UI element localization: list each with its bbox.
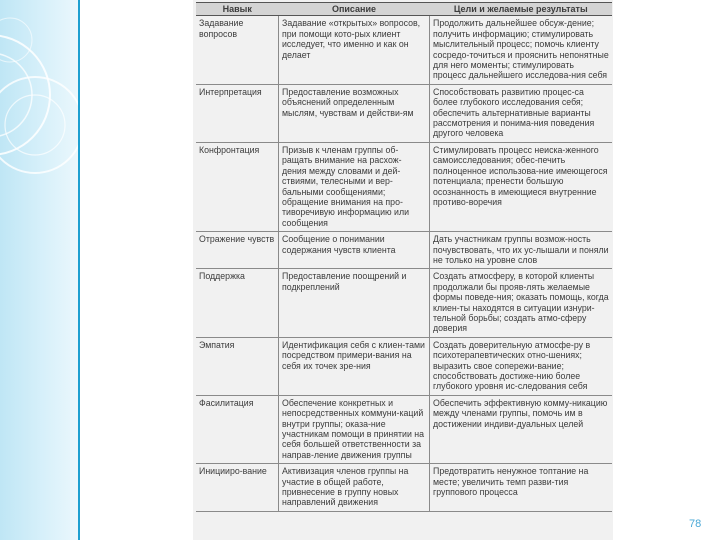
skills-table (196, 2, 612, 512)
description-cell: Предоставление возможных объяснений определенным мыслям, чувствам и действи-ям (279, 84, 430, 142)
skill-cell: Интерпретация (196, 84, 279, 142)
decorative-sidebar (0, 0, 78, 540)
goals-cell: Обеспечить эффективную комму-никацию между членами группы, помочь им в достижении индиви-дуальных целей (430, 395, 613, 463)
skill-cell: Поддержка (196, 269, 279, 337)
page-number: 78 (689, 518, 702, 530)
description-cell: Активизация членов группы на участие в общей работе, привнесение в группу новых направлений движения (279, 464, 430, 512)
description-cell: Обеспечение конкретных и непосредственных коммуни-каций внутри группы; оказа-ние участникам помощи в принятии на себя большей ответственности за направ-ление движения группы (279, 395, 430, 463)
table-header-row (196, 3, 612, 16)
table-row (196, 16, 612, 84)
skill-cell: Фасилитация (196, 395, 279, 463)
table-row (196, 464, 612, 512)
goals-cell: Способствовать развитию процес-са более глубокого исследования себя; обеспечить альтернативные варианты рассмотрения и понима-ния поведения другого человека (430, 84, 613, 142)
skill-cell: Отражение чувств (196, 232, 279, 269)
sidebar-divider-line (78, 0, 80, 540)
goals-cell: Создать доверительную атмосфе-ру в психотерапевтических отно-шениях; выразить свое сопережи-вание; способствовать достиже-нию более глубокого уровня ис-следования себя (430, 337, 613, 395)
goals-cell: Продолжить дальнейшее обсуж-дение; получить информацию; стимулировать мыслительный процесс; помочь клиенту сосредо-точиться и прояснить непонятные для него моменты; стимулировать процесс дальнейшего исследова-ния себя (430, 16, 613, 84)
table-row (196, 395, 612, 463)
header-goals: Цели и желаемые результаты (430, 3, 613, 16)
skill-cell: Конфронтация (196, 142, 279, 231)
goals-cell: Стимулировать процесс неиска-женного самоисследования; обес-печить полноценное использова-ние имеющегося потенциала; пренести большую осознанность в имеющиеся внутренние противо-воречия (430, 142, 613, 231)
skill-cell: Иницииро-вание (196, 464, 279, 512)
table-row (196, 269, 612, 337)
goals-cell: Предотвратить ненужное топтание на месте; увеличить темп разви-тия группового процесса (430, 464, 613, 512)
goals-cell: Дать участникам группы возмож-ность почувствовать, что их ус-лышали и поняли не только на уровне слов (430, 232, 613, 269)
header-skill: Навык (196, 3, 279, 16)
table-row (196, 337, 612, 395)
skill-cell: Задавание вопросов (196, 16, 279, 84)
description-cell: Предоставление поощрений и подкреплений (279, 269, 430, 337)
goals-cell: Создать атмосферу, в которой клиенты продолжали бы прояв-лять желаемые формы поведе-ния; оказать помощь, когда клиен-ты находятся в ситуации изнури-тельной борьбы; создать атмо-сферу доверия (430, 269, 613, 337)
description-cell: Сообщение о понимании содержания чувств клиента (279, 232, 430, 269)
table-row (196, 142, 612, 231)
header-description: Описание (279, 3, 430, 16)
table-row (196, 232, 612, 269)
concentric-circles-decoration (0, 0, 78, 540)
description-cell: Задавание «открытых» вопросов, при помощи кото-рых клиент исследует, что именно и как он делает (279, 16, 430, 84)
description-cell: Призыв к членам группы об-ращать внимание на расхож-дения между словами и дей-ствиями, телесными и вер-бальными сообщениями; обращение внимания на про-тиворечивую информацию или сообщения (279, 142, 430, 231)
description-cell: Идентификация себя с клиен-тами посредством примери-вания на себя их точек зре-ния (279, 337, 430, 395)
skill-cell: Эмпатия (196, 337, 279, 395)
table-row (196, 84, 612, 142)
